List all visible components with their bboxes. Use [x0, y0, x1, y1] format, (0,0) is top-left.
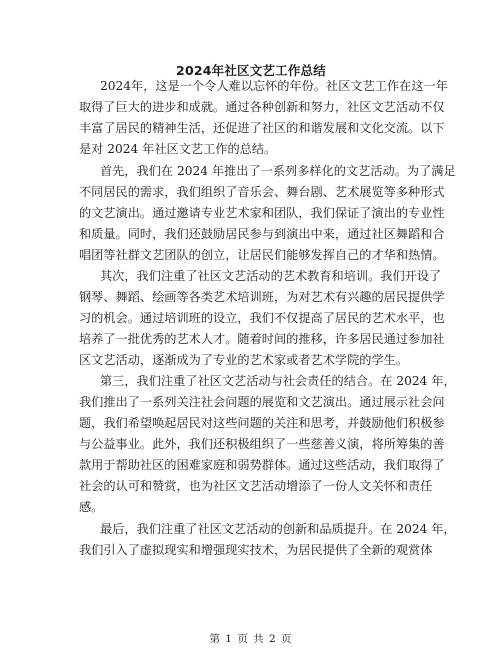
text-line: 培养了一批优秀的艺术人才。随着时间的推移，许多居民通过参加社 — [79, 332, 445, 346]
text-line: 与公益事业。此外，我们还积极组织了一些慈善义演，将所筹集的善 — [79, 437, 445, 451]
text-line: 款用于帮助社区的困难家庭和弱势群体。通过这些活动，我们取得了 — [79, 458, 445, 472]
text-line: 丰富了居民的精神生活，还促进了社区的和谐发展和文化交流。以下 — [79, 121, 445, 135]
text-line: 其次，我们注重了社区文艺活动的艺术教育和培训。我们开设了 — [100, 269, 442, 283]
text-line: 社会的认可和赞赏，也为社区文艺活动增添了一份人文关怀和责任 — [79, 479, 433, 493]
text-line: 题，我们希望唤起居民对这些问题的关注和思考，并鼓励他们积极参 — [79, 416, 445, 430]
text-line: 是对 2024 年社区文艺工作的总结。 — [79, 142, 277, 156]
text-line: 的文艺演出。通过邀请专业艺术家和团队，我们保证了演出的专业性 — [79, 206, 445, 220]
text-line: 我们引入了虚拟现实和增强现实技术，为居民提供了全新的观赏体 — [79, 543, 433, 557]
text-line: 区文艺活动，逐渐成为了专业的艺术家或者艺术学院的学生。 — [79, 353, 409, 367]
text-line: 首先，我们在 2024 年推出了一系列多样化的文艺活动。为了满足 — [100, 164, 456, 178]
text-line: 唱团等社群文艺团队的创立，让居民们能够发挥自己的才华和热情。 — [79, 248, 445, 262]
text-line: 感。 — [79, 500, 104, 514]
text-line: 和质量。同时，我们还鼓励居民参与到演出中来，通过社区舞蹈和合 — [79, 227, 445, 241]
text-line: 最后，我们注重了社区文艺活动的创新和品质提升。在 2024 年， — [100, 522, 456, 536]
text-line: 不同居民的需求，我们组织了音乐会、舞台剧、艺术展览等多种形式 — [79, 185, 445, 199]
text-line: 2024年，这是一个令人难以忘怀的年份。社区文艺工作在这一年 — [100, 79, 448, 93]
text-line: 习的机会。通过培训班的设立，我们不仅提高了居民的艺术水平，也 — [79, 311, 445, 325]
text-line: 我们推出了一系列关注社会问题的展览和文艺演出。通过展示社会问 — [79, 395, 445, 409]
document-title: 2024年社区文艺工作总结 — [176, 63, 326, 78]
text-line: 钢琴、舞蹈、绘画等各类艺术培训班，为对艺术有兴趣的居民提供学 — [79, 290, 445, 304]
text-line: 第三，我们注重了社区文艺活动与社会责任的结合。在 2024 年， — [100, 374, 456, 388]
page-footer: 第 1 页 共 2 页 — [209, 633, 293, 645]
text-line: 取得了巨大的进步和成就。通过各种创新和努力，社区文艺活动不仅 — [79, 100, 445, 114]
